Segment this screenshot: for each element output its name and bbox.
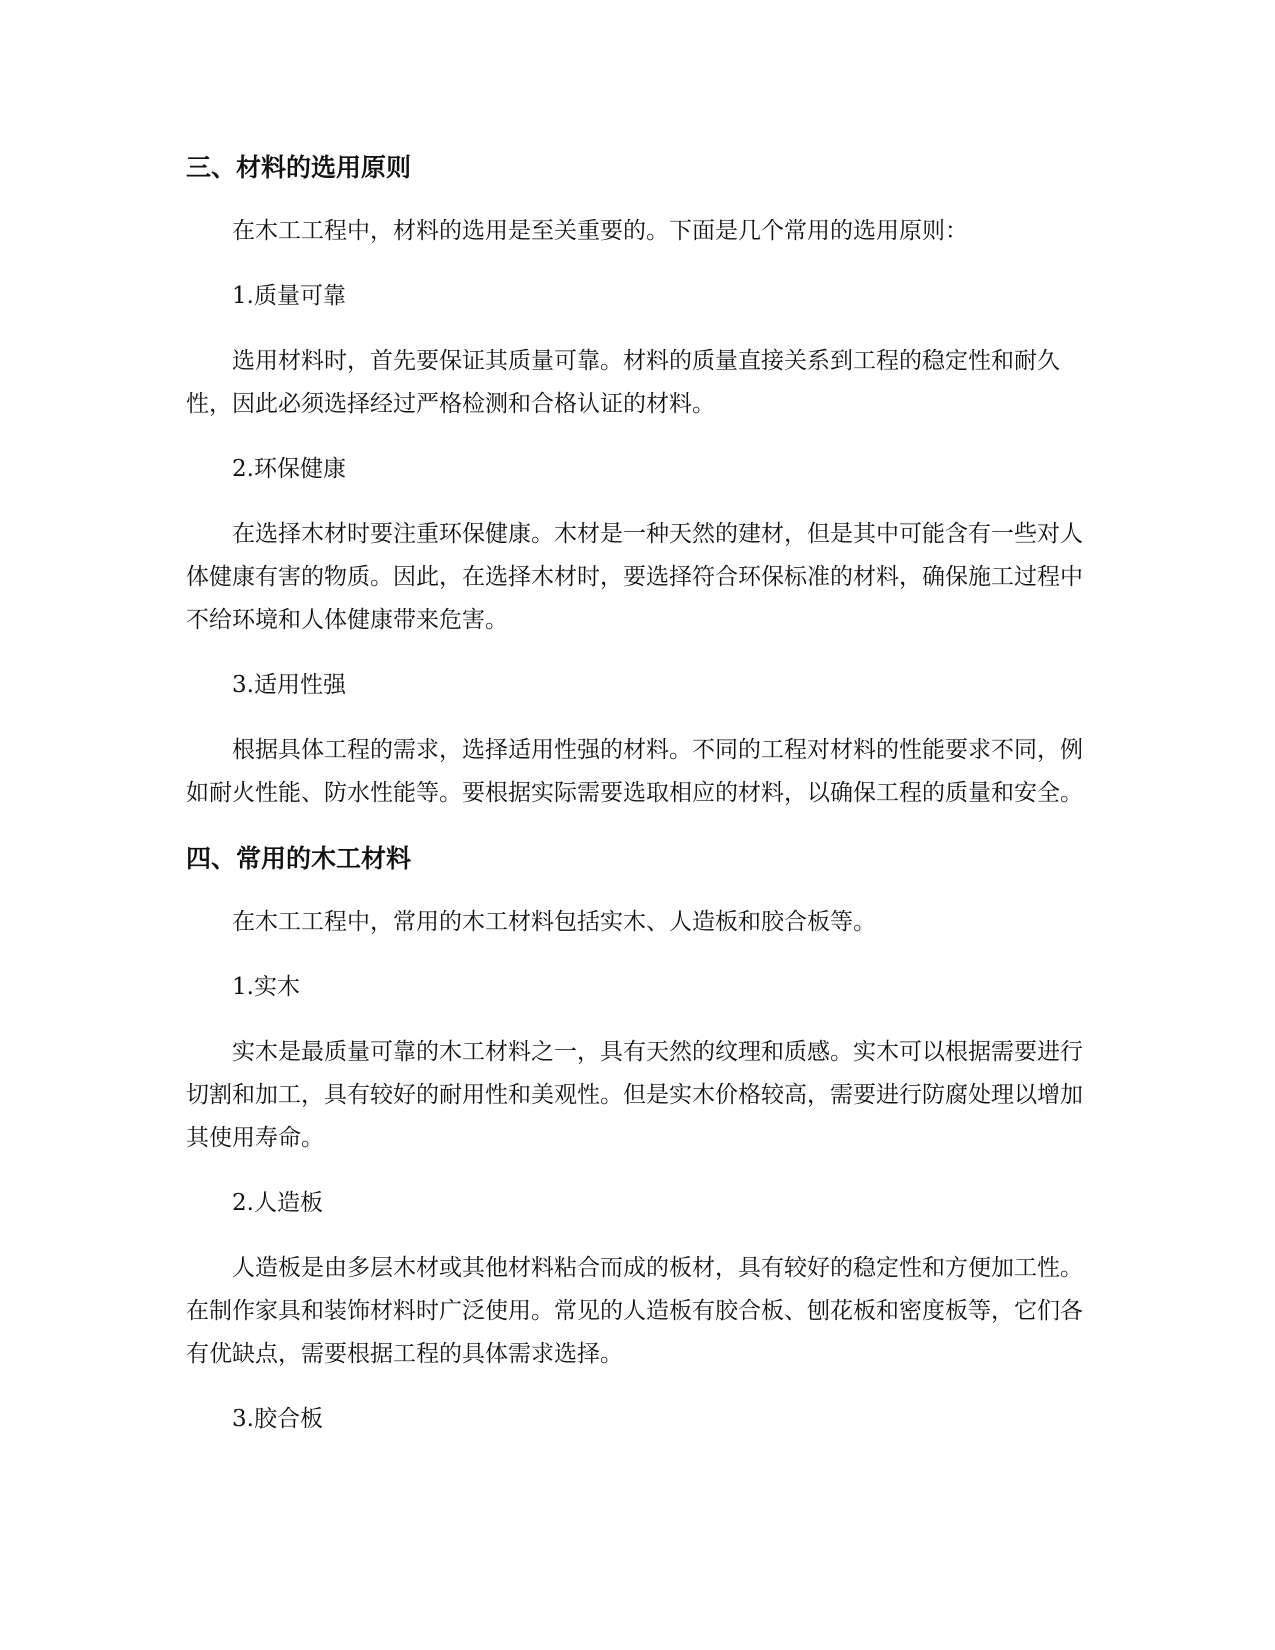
principle-3-title: 3.适用性强 [232,672,346,698]
principle-3-text: 根据具体工程的需求，选择适用性强的材料。不同的工程对材料的性能要求不同，例如耐火性能、防水性能等。要根据实际需要选取相应的材料，以确保工程的质量和安全。 [186,737,1083,806]
section-3-intro: 在木工工程中，材料的选用是至关重要的。下面是几个常用的选用原则： [232,218,968,244]
material-1-title: 1.实木 [232,974,300,1000]
principle-1-title: 1.质量可靠 [232,283,346,309]
principle-2-text: 在选择木材时要注重环保健康。木材是一种天然的建材，但是其中可能含有一些对人体健康有害的物质。因此，在选择木材时，要选择符合环保标准的材料，确保施工过程中不给环境和人体健康带来危害。 [186,521,1083,633]
principle-2-title: 2.环保健康 [232,456,346,482]
section-3-heading: 三、材料的选用原则 [186,153,412,182]
material-1-text: 实木是最质量可靠的木工材料之一，具有天然的纹理和质感。实木可以根据需要进行切割和加工，具有较好的耐用性和美观性。但是实木价格较高，需要进行防腐处理以增加其使用寿命。 [186,1039,1083,1151]
material-2-text: 人造板是由多层木材或其他材料粘合而成的板材，具有较好的稳定性和方便加工性。在制作家具和装饰材料时广泛使用。常见的人造板有胶合板、刨花板和密度板等，它们各有优缺点，需要根据工程的具体需求选择。 [186,1255,1083,1367]
principle-1-text: 选用材料时，首先要保证其质量可靠。材料的质量直接关系到工程的稳定性和耐久性，因此必须选择经过严格检测和合格认证的材料。 [186,348,1060,417]
material-3-title: 3.胶合板 [232,1406,323,1432]
section-4-intro: 在木工工程中，常用的木工材料包括实木、人造板和胶合板等。 [232,909,876,935]
material-2-title: 2.人造板 [232,1190,323,1216]
section-4-heading: 四、常用的木工材料 [186,844,412,873]
document-body [186,146,1091,1463]
